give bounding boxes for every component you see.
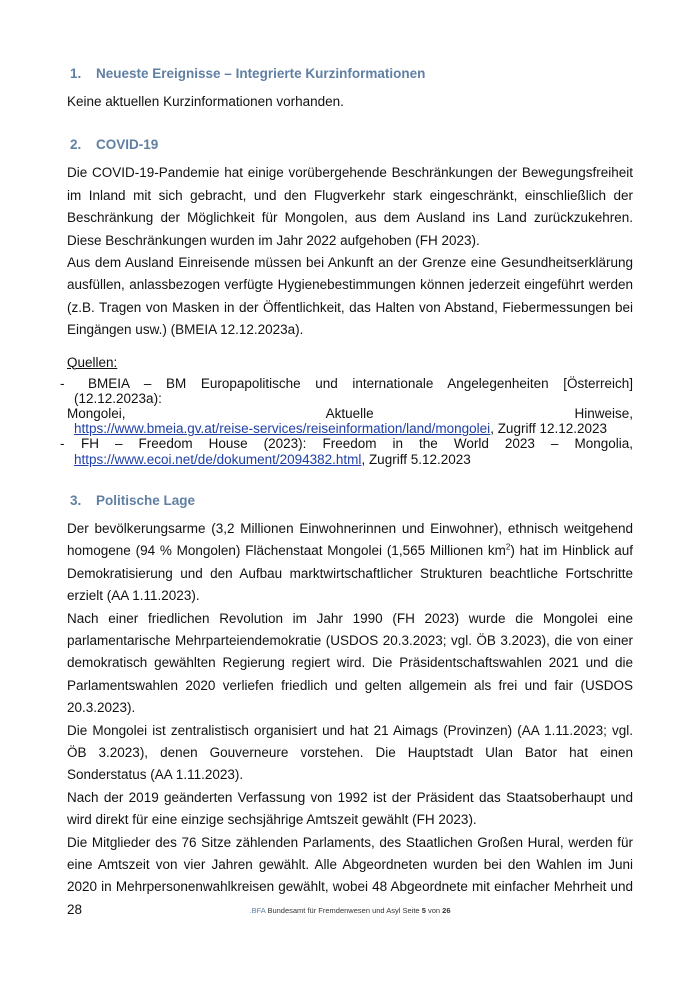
- page-footer: .BFA Bundesamt für Fremdenwesen und Asyl Seite 5 von 26: [249, 906, 451, 915]
- source-link[interactable]: https://www.bmeia.gv.at/reise-services/reiseinformation/land/mongolei: [74, 421, 491, 437]
- section-heading-1: 1. Neueste Ereignisse – Integrierte Kurzinformationen: [70, 66, 426, 81]
- page-number: 5: [421, 906, 426, 915]
- paragraph: Nach der 2019 geänderten Verfassung von 1992 ist der Präsident das Staatsoberhaupt und wird direkt für eine einzige sechsjährige Amtszeit gewählt (FH 2023).: [67, 789, 633, 828]
- paragraph: Die Mitglieder des 76 Sitze zählenden Parlaments, des Staatlichen Großen Hural, werden für eine Amtszeit von vier Jahren gewählt. Alle Abgeordneten wurden bei den Wahlen im Juni 2020 in Mehrpersonenwahlkreisen gewählt, wobei 48 Abgeordnete mit einfacher Mehrheit und 28: [67, 834, 633, 917]
- paragraph: Nach einer friedlichen Revolution im Jahr 1990 (FH 2023) wurde die Mongolei eine parlamentarische Mehrparteiendemokratie (USDOS 20.3.2023; vgl. ÖB 3.2023), die von einer demokratisch gewählten Regierung regiert wird. Die Präsidentschaftswahlen 2021 und die Parlamentswahlen 2020 verliefen friedlich und gelten allgemein als frei und fair (USDOS 20.3.2023).: [67, 610, 633, 716]
- paragraph: Aus dem Ausland Einreisende müssen bei Ankunft an der Grenze eine Gesundheitserklärung ausfüllen, anlassbezogen verfügte Hygienebestimmungen können jederzeit eingeführt werden (z.B. Tragen von Masken in der Öffentlichkeit, das Halten von Abstand, Fiebermessungen bei Eingängen usw.) (BMEIA 12.12.2023a).: [67, 255, 633, 338]
- paragraph: Der bevölkerungsarme (3,2 Millionen Einwohnerinnen und Einwohner), ethnisch weitgehend homogene (94 % Mongolen) Flächenstaat Mongolei (1,565 Millionen $km^2$) hat im Hinblick auf Demokratisierung und den Aufbau marktwirtschaftlicher Strukturen beachtliche Fortschritte erzielt (AA 1.11.2023).: [67, 520, 633, 604]
- sources-heading: Quellen:: [67, 354, 118, 370]
- source-item: - BMEIA – BM Europapolitische und internationale Angelegenheiten [Österreich] (12.12.2023a): Mongolei, Aktuelle Hinweise, https://www.bmeia.gv.at/reise-services/reiseinformation/land/mongolei, Zugriff 12.12.2023: [60, 375, 633, 437]
- document-page: [60, 0, 633, 921]
- section-heading-3: 3. Politische Lage: [70, 492, 196, 508]
- paragraph: Die Mongolei ist zentralistisch organisiert und hat 21 Aimags (Provinzen) (AA 1.11.2023; vgl. ÖB 3.2023), denen Gouverneure vorstehen. Die Hauptstadt Ulan Bator hat einen Sonderstatus (AA 1.11.2023).: [67, 722, 633, 783]
- source-link[interactable]: https://www.ecoi.net/de/dokument/2094382.html: [74, 451, 362, 467]
- paragraph: Keine aktuellen Kurzinformationen vorhanden.: [67, 94, 344, 109]
- section-heading-2: 2. COVID-19: [70, 137, 159, 153]
- bfa-logo: .BFA: [249, 906, 266, 915]
- paragraph: Die COVID-19-Pandemie hat einige vorübergehende Beschränkungen der Bewegungsfreiheit im Inland mit sich gebracht, und den Flugverkehr stark eingeschränkt, einschließlich der Beschränkung der Möglichkeit für Mongolen, aus dem Ausland ins Land zurückzukehren. Diese Beschränkungen wurden im Jahr 2022 aufgehoben (FH 2023).: [67, 165, 633, 248]
- source-item: - FH – Freedom House (2023): Freedom in the World 2023 – Mongolia, https://www.ecoi.net/de/dokument/2094382.html, Zugriff 5.12.2023: [60, 436, 633, 467]
- page-total: 26: [442, 906, 451, 915]
